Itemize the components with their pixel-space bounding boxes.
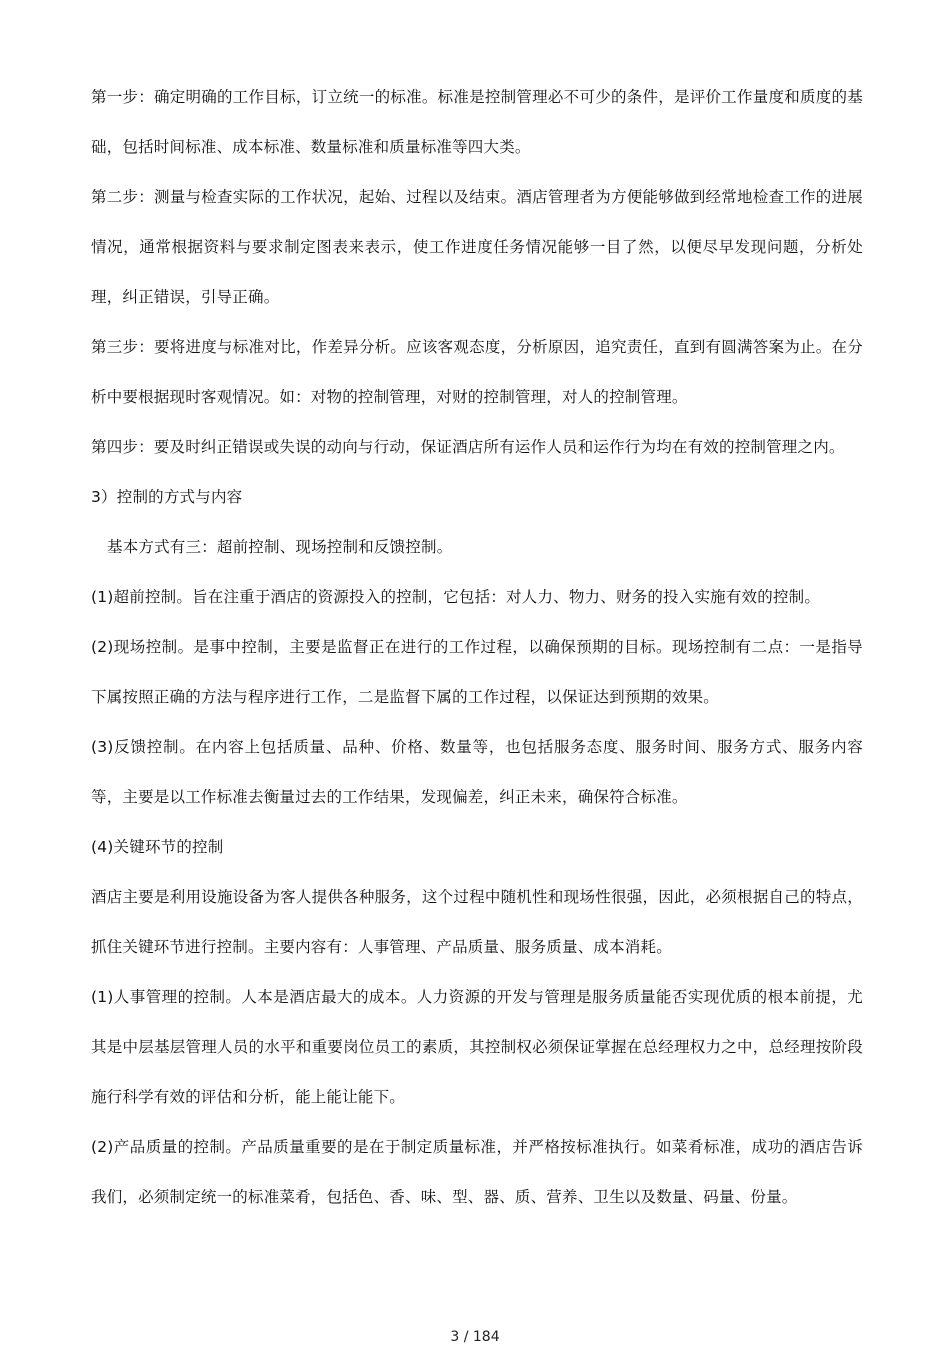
paragraph-step-3: 第三步：要将进度与标准对比，作差异分析。应该客观态度，分析原因，追究责任，直到有圆满答案为止。在分析中要根据现时客观情况。如：对物的控制管理，对财的控制管理，对人的控制管理。 [91, 338, 863, 406]
paragraph-key-link-intro: 酒店主要是利用设施设备为客人提供各种服务，这个过程中随机性和现场性很强，因此，必须根据自己的特点，抓住关键环节进行控制。主要内容有：人事管理、产品质量、服务质量、成本消耗。 [91, 888, 863, 956]
paragraph-personnel-control: (1)人事管理的控制。人本是酒店最大的成本。人力资源的开发与管理是服务质量能否实现优质的根本前提，尤其是中层基层管理人员的水平和重要岗位员工的素质，其控制权必须保证掌握在总经理权力之中，总经理按阶段施行科学有效的评估和分析，能上能让能下。 [91, 988, 863, 1106]
page-number: 3 / 184 [450, 1329, 500, 1345]
document-body [91, 72, 863, 1222]
paragraph-step-2: 第二步：测量与检查实际的工作状况，起始、过程以及结束。酒店管理者为方便能够做到经常地检查工作的进展情况，通常根据资料与要求制定图表来表示，使工作进度任务情况能够一目了然，以便尽早发现问题，分析处理，纠正错误，引导正确。 [91, 188, 863, 306]
section-heading-control-methods: 3）控制的方式与内容 [91, 488, 243, 506]
paragraph-advance-control: (1)超前控制。旨在注重于酒店的资源投入的控制，它包括：对人力、物力、财务的投入实施有效的控制。 [91, 588, 821, 606]
paragraph-feedback-control: (3)反馈控制。在内容上包括质量、品种、价格、数量等，也包括服务态度、服务时间、服务方式、服务内容等，主要是以工作标准去衡量过去的工作结果，发现偏差，纠正未来，确保符合标准。 [91, 738, 863, 806]
paragraph-onsite-control: (2)现场控制。是事中控制，主要是监督正在进行的工作过程，以确保预期的目标。现场控制有二点：一是指导下属按照正确的方法与程序进行工作，二是监督下属的工作过程，以保证达到预期的效果。 [91, 638, 863, 706]
paragraph-key-link-heading: (4)关键环节的控制 [91, 838, 224, 856]
paragraph-step-4: 第四步：要及时纠正错误或失误的动向与行动，保证酒店所有运作人员和运作行为均在有效的控制管理之内。 [91, 438, 845, 456]
paragraph-step-1: 第一步：确定明确的工作目标，订立统一的标准。标准是控制管理必不可少的条件，是评价工作量度和质度的基础，包括时间标准、成本标准、数量标准和质量标准等四大类。 [91, 88, 863, 156]
paragraph-basic-methods: 基本方式有三：超前控制、现场控制和反馈控制。 [107, 538, 453, 556]
paragraph-product-quality-control: (2)产品质量的控制。产品质量重要的是在于制定质量标准，并严格按标准执行。如菜肴标准，成功的酒店告诉我们，必须制定统一的标准菜肴，包括色、香、味、型、器、质、营养、卫生以及数量、码量、份量。 [91, 1138, 863, 1206]
